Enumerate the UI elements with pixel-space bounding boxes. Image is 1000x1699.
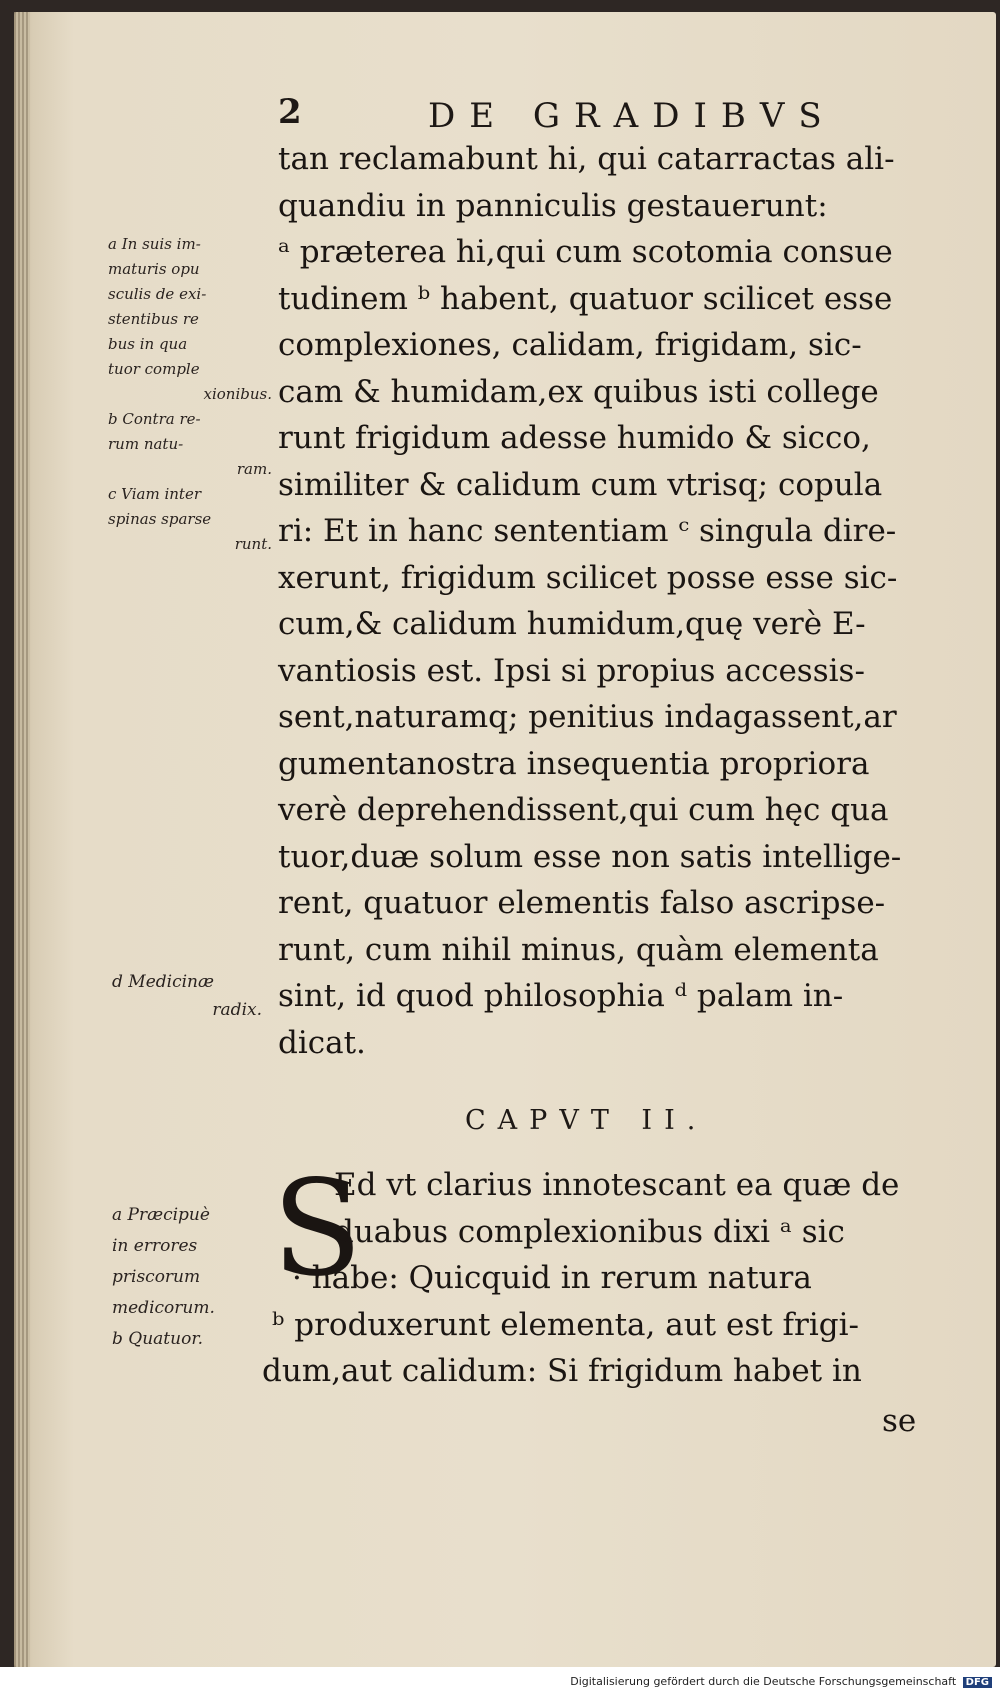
dropcap-initial: S [272, 1152, 363, 1306]
text-line: vantiosis est. Ipsi si propius accessis- [278, 652, 865, 689]
margin-note-line: medicorum. [112, 1298, 215, 1318]
text-line: dicat. [278, 1024, 366, 1061]
text-line: cam & humidam,ex quibus isti college [278, 373, 879, 410]
margin-notes-abc [108, 232, 278, 557]
credit-text: Digitalisierung gefördert durch die Deutsche Forschungsgemeinschaft [570, 1675, 957, 1688]
page-gutter-edge [14, 12, 30, 1667]
text-line: complexiones, calidam, frigidam, sic- [278, 327, 862, 363]
digitization-credit [570, 1675, 992, 1688]
text-line: · habe: Quicquid in rerum natura [292, 1260, 812, 1296]
margin-note-line: stentibus re [108, 310, 199, 328]
margin-note-line: a In suis im- [108, 235, 201, 253]
margin-notes-chapter [112, 1200, 262, 1355]
text-line: sent,naturamq; penitius indagassent,ar [278, 699, 897, 735]
margin-note-line: d Medicinæ [112, 972, 214, 992]
text-line: tan reclamabunt hi, qui catarractas ali- [278, 141, 895, 177]
text-line: ᵃ præterea hi,qui cum scotomia consue [278, 234, 893, 270]
text-line: rent, quatuor elementis falso ascripse- [278, 885, 886, 921]
dfg-logo: DFG [963, 1677, 992, 1688]
margin-note-line: in errores [112, 1236, 198, 1256]
margin-note-line: b Contra re- [108, 410, 201, 428]
text-line: dum,aut calidum: Si frigidum habet in [262, 1353, 862, 1389]
margin-note-line: rum natu- [108, 435, 184, 453]
text-line: similiter & calidum cum vtrisq; copula [278, 466, 883, 503]
text-line: gumentanostra insequentia propriora [278, 745, 870, 782]
text-line: ᵇ produxerunt elementa, aut est frigi- [272, 1306, 860, 1343]
text-line: tuor,duæ solum esse non satis intellige- [278, 838, 902, 875]
text-line: runt, cum nihil minus, quàm elementa [278, 931, 879, 968]
running-title: DE GRADIBVS [428, 96, 836, 136]
margin-note-line: xionibus. [203, 385, 272, 403]
chapter-heading: CAPVT II. [465, 1105, 708, 1136]
text-line: quandiu in panniculis gestauerunt: [278, 187, 828, 224]
margin-note-line: ram. [236, 460, 272, 478]
margin-note-line: b Quatuor. [112, 1329, 203, 1349]
catchword: se [882, 1403, 917, 1439]
margin-note-line: c Viam inter [108, 485, 202, 503]
margin-note-line: spinas sparse [108, 510, 212, 528]
text-line: tudinem ᵇ habent, quatuor scilicet esse [278, 280, 893, 317]
margin-note-d [112, 968, 262, 1024]
margin-note-line: maturis opu [108, 260, 200, 278]
margin-note-line: a Præcipuè [112, 1205, 210, 1225]
text-line: Ed vt clarius innotescant ea quæ de [334, 1167, 900, 1203]
page-number: 2 [278, 92, 302, 132]
text-line: cum,& calidum humidum,quę verè E- [278, 606, 866, 642]
text-line: sint, id quod philosophia ᵈ palam in- [278, 978, 844, 1014]
margin-note-line: tuor comple [108, 360, 200, 378]
margin-note-line: sculis de exi- [108, 285, 207, 303]
chapter-text-block [262, 1152, 952, 1395]
main-text-block [278, 136, 948, 1066]
text-line: duabus complexionibus dixi ᵃ sic [334, 1213, 845, 1250]
margin-note-line: priscorum [112, 1267, 201, 1287]
text-line: runt frigidum adesse humido & sicco, [278, 420, 871, 456]
text-line: xerunt, frigidum scilicet posse esse sic- [278, 559, 898, 596]
margin-note-line: radix. [212, 1000, 262, 1020]
margin-note-line: runt. [234, 535, 272, 553]
text-line: verè deprehendissent,qui cum hęc qua [278, 792, 889, 828]
margin-note-line: bus in qua [108, 335, 188, 353]
text-line: ri: Et in hanc sententiam ᶜ singula dire- [278, 513, 897, 549]
